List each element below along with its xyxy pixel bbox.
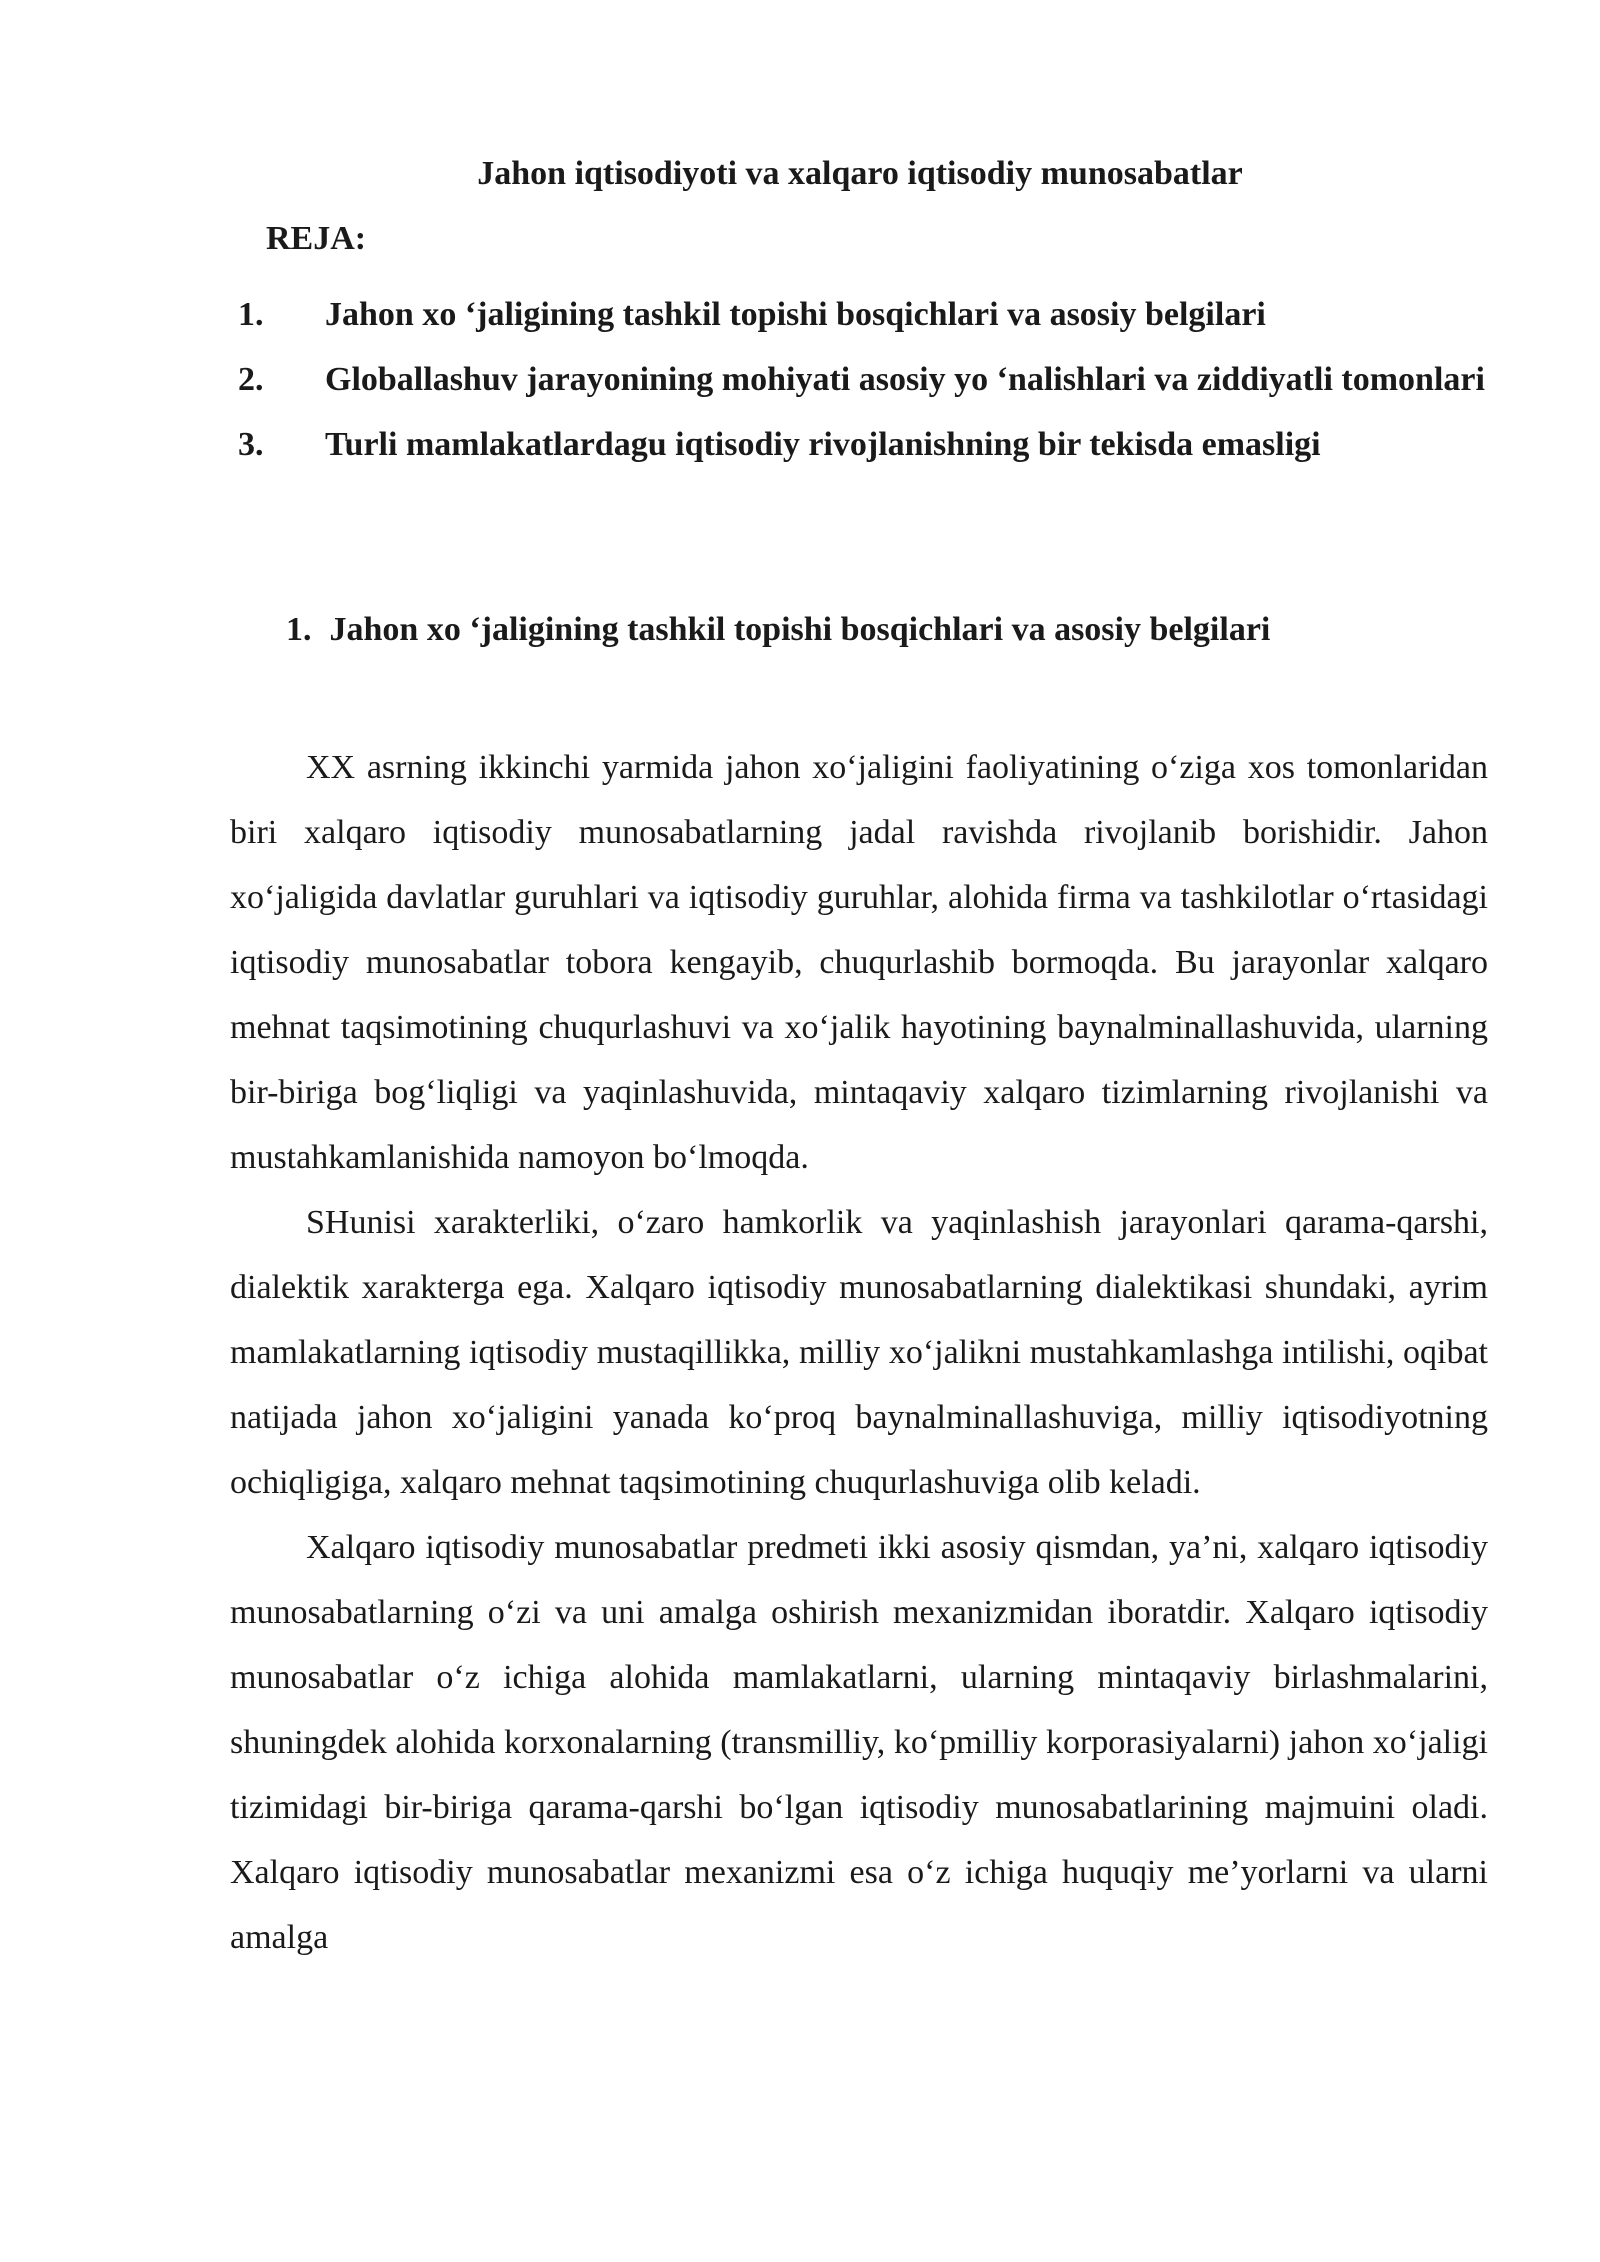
paragraph: SHunisi xarakterliki, o‘zaro hamkorlik va yaqinlashish jarayonlari qarama-qarshi, dialektik xarakterga ega. Xalqaro iqtisodiy munosabatlarning dialektikasi shundaki, ayrim mamlakatlarning iqtisodiy mustaqillikka, milliy xo‘jalikni mustahkamlashga intilishi, oqibat natijada jahon xo‘jaligini yanada ko‘proq baynalminallashuviga, milliy iqtisodiyotning ochiqligiga, xalqaro mehnat taqsimotining chuqurlashuviga olib keladi.: [230, 1204, 1488, 1501]
plan-heading: REJA:: [266, 220, 367, 257]
plan-list: [230, 282, 1488, 477]
document-title: Jahon iqtisodiyoti va xalqaro iqtisodiy munosabatlar: [477, 155, 1243, 192]
paragraph: Xalqaro iqtisodiy munosabatlar predmeti ikki asosiy qismdan, ya’ni, xalqaro iqtisodiy munosabatlarning o‘zi va uni amalga oshirish mexanizmidan iboratdir. Xalqaro iqtisodiy munosabatlar o‘z ichiga alohida mamlakatlarni, ularning mintaqaviy birlashmalarini, shuningdek alohida korxonalarning (transmilliy, ko‘pmilliy korporasiyalarni) jahon xo‘jaligi tizimidagi bir-biriga qarama-qarshi bo‘lgan iqtisodiy munosabatlarining majmuini oladi. Xalqaro iqtisodiy munosabatlar mexanizmi esa o‘z ichiga huquqiy me’yorlarni va ularni amalga: [230, 1529, 1488, 1956]
plan-item: [230, 347, 1488, 412]
plan-item-text: Jahon xo ‘jaligining tashkil topishi bosqichlari va asosiy belgilari: [325, 296, 1266, 333]
paragraph: XX asrning ikkinchi yarmida jahon xo‘jaligini faoliyatining o‘ziga xos tomonlaridan biri xalqaro iqtisodiy munosabatlarning jadal ravishda rivojlanib borishidir. Jahon xo‘jaligida davlatlar guruhlari va iqtisodiy guruhlar, alohida firma va tashkilotlar o‘rtasidagi iqtisodiy munosabatlar tobora kengayib, chuqurlashib bormoqda. Bu jarayonlar xalqaro mehnat taqsimotining chuqurlashuvi va xo‘jalik hayotining baynalminallashuvida, ularning bir-biriga bog‘liqligi va yaqinlashuvida, mintaqaviy xalqaro tizimlarning rivojlanishi va mustahkamlanishida namoyon bo‘lmoqda.: [230, 749, 1488, 1176]
section-heading: [286, 608, 1270, 652]
plan-item: [230, 412, 1488, 477]
plan-item-text: Globallashuv jarayonining mohiyati asosiy yo ‘nalishlari va ziddiyatli tomonlari: [325, 361, 1485, 398]
section-number: 1.: [286, 611, 312, 648]
plan-item-number: 2.: [238, 361, 264, 398]
plan-item-text: Turli mamlakatlardagu iqtisodiy rivojlanishning bir tekisda emasligi: [325, 426, 1321, 463]
plan-item-number: 1.: [238, 296, 264, 333]
plan-item-number: 3.: [238, 426, 264, 463]
plan-item: [230, 282, 1488, 347]
section-title: Jahon xo ‘jaligining tashkil topishi bosqichlari va asosiy belgilari: [329, 611, 1271, 648]
body-text: [230, 735, 1488, 1970]
